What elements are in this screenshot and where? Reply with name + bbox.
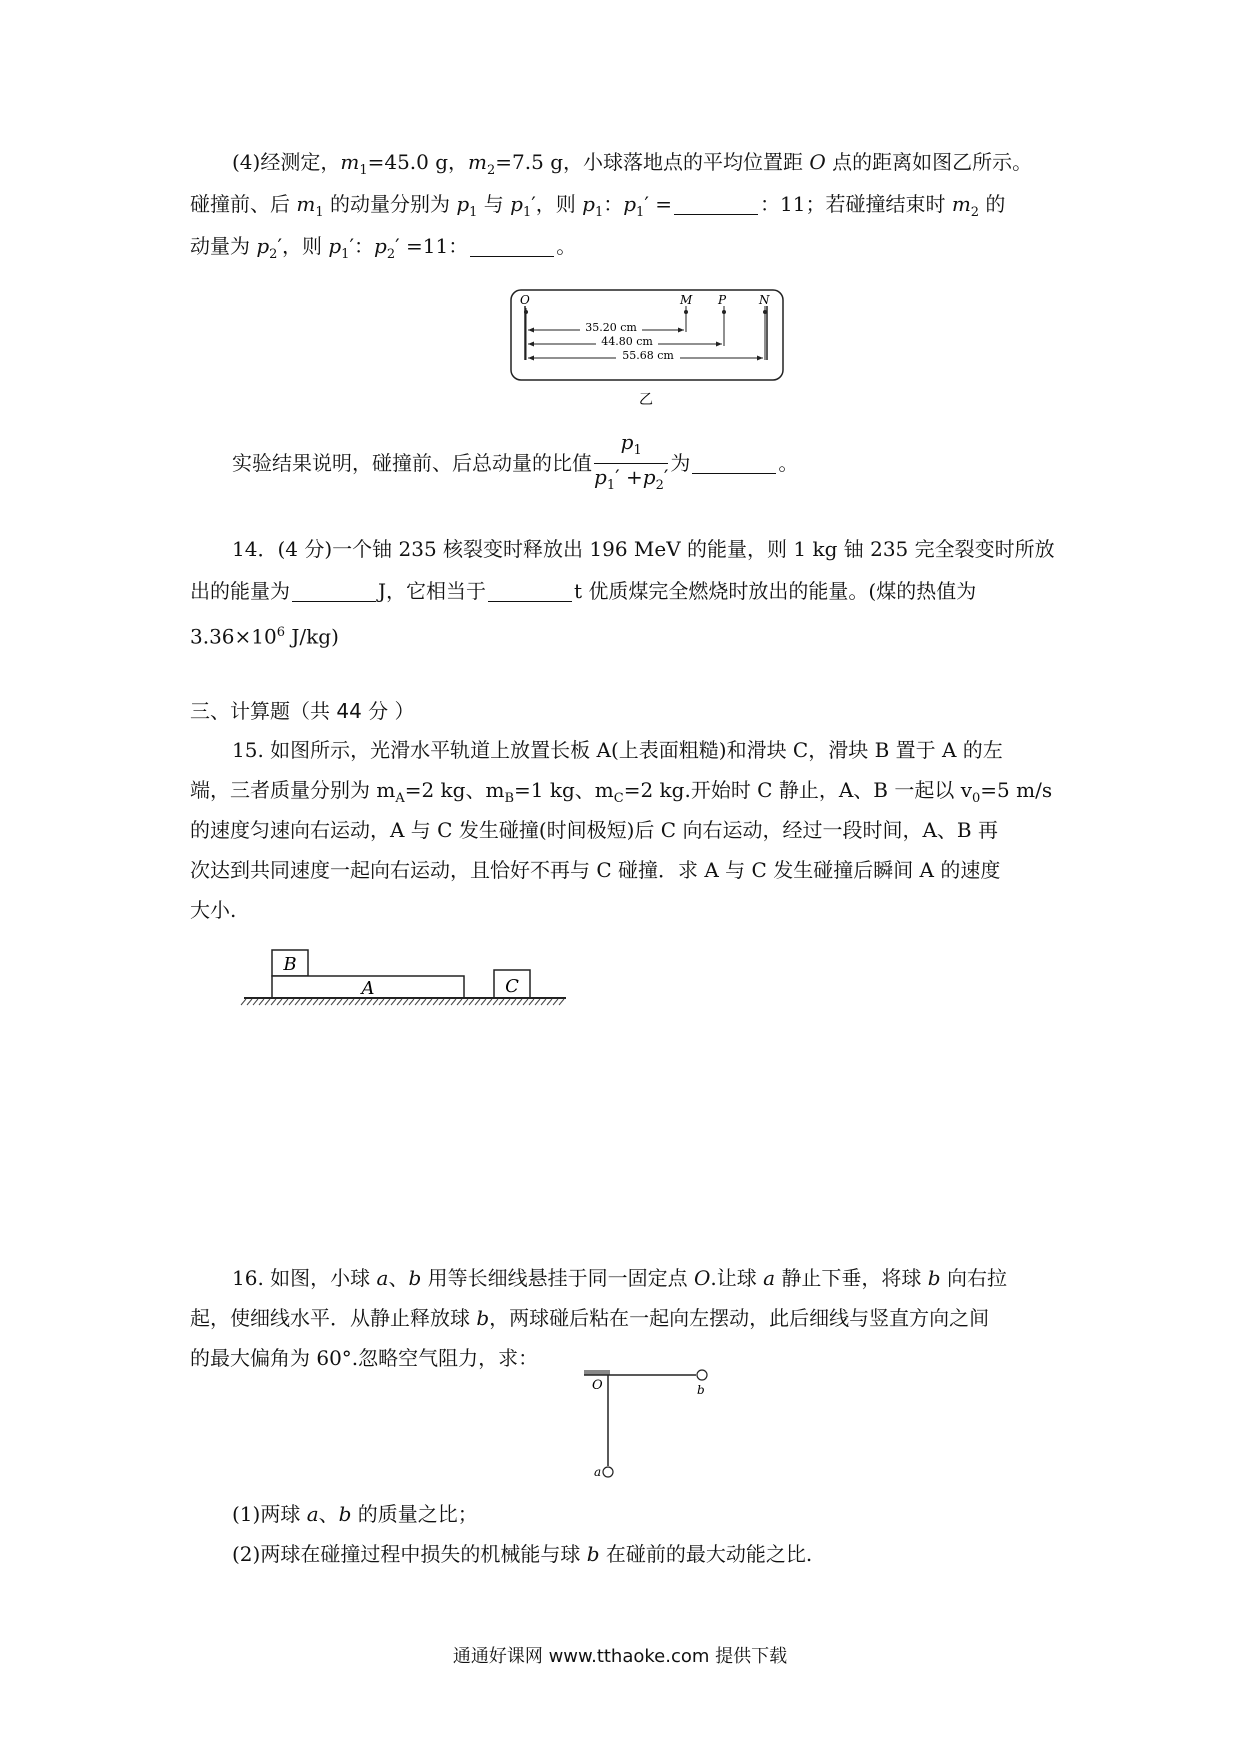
- block-B-label: B: [283, 954, 297, 975]
- label-O: O: [592, 1378, 603, 1393]
- dist-OP: 44.80 cm: [601, 335, 653, 348]
- figure-caption: 乙: [639, 392, 653, 408]
- board-A-label: A: [361, 978, 375, 999]
- q15-line4: 次达到共同速度一起向右运动，且恰好不再与 C 碰撞．求 A 与 C 发生碰撞后瞬间 A 的速度: [190, 858, 1001, 882]
- label-N: N: [759, 293, 770, 307]
- block-C-label: C: [505, 976, 519, 997]
- momentum-ratio-fraction: $\frac{p_1}{p_1' +p_2'}$: [594, 430, 669, 493]
- q15-line1: 15. 如图所示，光滑水平轨道上放置长板 A(上表面粗糙)和滑块 C，滑块 B 置于 A 的左: [232, 738, 1003, 762]
- q16-sub2: (2)两球在碰撞过程中损失的机械能与球 b 在碰前的最大动能之比.: [232, 1542, 813, 1566]
- page-footer: 通通好课网 www.tthaoke.com 提供下载: [452, 1646, 788, 1667]
- label-O: O: [520, 293, 530, 307]
- answer-blank[interactable]: [488, 581, 572, 602]
- dist-OM: 35.20 cm: [585, 321, 637, 334]
- q16-line3: 的最大偏角为 60°.忽略空气阻力，求：: [190, 1346, 539, 1370]
- q15-line2: 端，三者质量分别为 $m_A=2$ kg、$m_B=1$ kg、$m_C=2$ kg.开始时 C 静止，A、B 一起以 $v_0=5$ m/s: [190, 778, 1053, 806]
- label-b: b: [697, 1383, 705, 1397]
- label-M: M: [680, 293, 693, 307]
- q13-4-line2: 碰撞前、后 $m_1$ 的动量分别为 $p_1$ 与 $p_1'$，则 $p_1$：$p_1'$ = ：11；若碰撞结束时 $m_2$ 的: [190, 192, 1006, 220]
- figure-q15: [240, 948, 570, 1012]
- q16-line2: 起，使细线水平．从静止释放球 b，两球碰后粘在一起向左摆动，此后细线与竖直方向之间: [190, 1306, 990, 1330]
- q15-line3: 的速度匀速向右运动，A 与 C 发生碰撞(时间极短)后 C 向右运动，经过一段时间，A、B 再: [190, 818, 998, 842]
- section-heading: 三、计算题（共 44 分 ）: [190, 699, 415, 723]
- answer-blank[interactable]: [674, 194, 758, 215]
- figure-yi: [508, 288, 788, 410]
- q16-sub1: (1)两球 a、b 的质量之比；: [232, 1502, 478, 1526]
- q14-line1: 14．(4 分)一个铀 235 核裂变时释放出 196 MeV 的能量，则 1 kg 铀 235 完全裂变时所放: [232, 537, 1055, 561]
- q13-4-result: 实验结果说明，碰撞前、后总动量的比值 $\frac{p_1}{p_1' +p_2'}$ 为 。: [232, 430, 798, 499]
- q14-line3: $3.36\times 10^6$ J/kg): [190, 624, 339, 649]
- answer-blank[interactable]: [292, 581, 376, 602]
- label-P: P: [718, 293, 727, 307]
- q13-4-line3: 动量为 $p_2'$，则 $p_1'$：$p_2' =11$： 。: [190, 234, 577, 262]
- figure-q16: [580, 1368, 720, 1480]
- label-a: a: [594, 1465, 602, 1479]
- answer-blank[interactable]: [692, 453, 776, 474]
- q14-line2: 出的能量为 J，它相当于 t 优质煤完全燃烧时放出的能量。(煤的热值为: [190, 579, 977, 603]
- q13-4-line1: (4)经测定，$m_1=45.0$ g，$m_2=7.5$ g，小球落地点的平均位置距 O 点的距离如图乙所示。: [232, 150, 1033, 178]
- dist-ON: 55.68 cm: [622, 349, 674, 362]
- answer-blank[interactable]: [470, 236, 554, 257]
- q16-line1: 16. 如图，小球 a、b 用等长细线悬挂于同一固定点 O.让球 a 静止下垂，将球 b 向右拉: [232, 1266, 1007, 1290]
- q15-line5: 大小.: [190, 898, 237, 922]
